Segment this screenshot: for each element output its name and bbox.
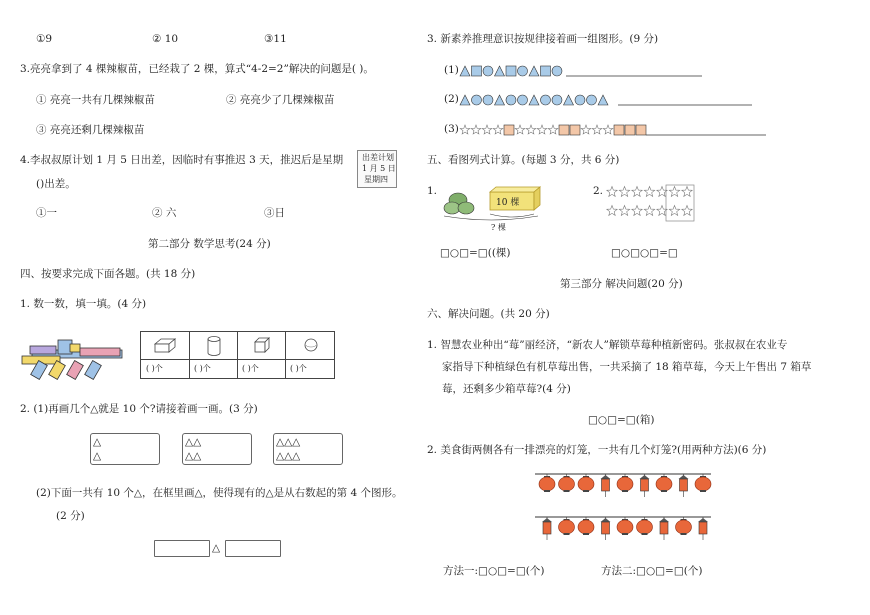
lantern-icon [539,477,555,491]
star-icon [548,125,558,134]
triangle-icon [598,95,608,105]
star-icon [460,125,470,134]
calc-1-label: 1. [427,185,438,197]
option-c: ③11 [264,33,287,45]
palace-lantern-roof [640,475,650,479]
problem-2-title: 2. 美食街两侧各有一排漂亮的灯笼，一共有几个灯笼?(用两种方法)(6 分) [427,444,767,456]
cabbage-icon [444,193,474,214]
lantern-icon [559,520,575,534]
palace-lantern-icon [680,479,688,491]
q3-option-2: ② 亮亮少了几棵辣椒苗 [226,94,335,106]
q3-option-3: ③ 亮亮还剩几棵辣椒苗 [36,124,145,136]
sphere-icon [303,337,319,353]
circle-icon [518,95,528,105]
lantern-base [661,490,667,492]
star-icon [682,206,692,216]
lantern-icon [559,477,575,491]
triangle-box-1-row-1: △ [93,436,102,448]
draw-box-left[interactable] [154,540,210,557]
pattern-label-1: (1) [444,64,459,76]
calc-1-formula: □○□=□((棵) [440,247,511,259]
star-icon [537,125,547,134]
rectangle-icon [504,125,514,135]
triangle-icon [529,95,539,105]
rectangle-icon [636,125,646,135]
star-icon [657,187,667,197]
lantern-base [700,490,706,492]
palace-lantern-icon [602,522,610,534]
circle-icon [575,95,585,105]
star-icon [526,125,536,134]
palace-lantern-roof [659,518,669,522]
option-a: ①9 [36,33,53,45]
lantern-base [583,533,589,535]
palace-lantern-roof [601,475,611,479]
circle-icon [472,95,482,105]
circle-icon [518,66,528,76]
triangle-icon [495,66,505,76]
star-icon [581,125,591,134]
question-4-line2: ()出差。 [36,178,76,190]
card-line-2: 1 月 5 日 [362,164,396,173]
part-3-title: 第三部分 解决问题(20 分) [560,278,683,290]
star-icon [619,206,629,216]
lantern-icon [578,477,594,491]
star-icon [644,206,654,216]
lantern-icon [617,477,633,491]
triangle-box-1-row-2: △ [93,450,102,462]
lantern-base [622,490,628,492]
square-icon [506,66,516,76]
lanterns-row-2 [535,515,715,543]
blocks-figure [20,334,130,378]
q4-option-2: ② 六 [152,207,177,219]
problem-1-formula: □○□=□(箱) [588,414,655,426]
q4-option-3: ③日 [264,207,285,219]
cube-icon [253,337,271,355]
star-icon [515,125,525,134]
count-table [140,331,335,379]
middle-triangle: △ [212,542,221,554]
lantern-base [564,533,570,535]
lantern-icon [676,520,692,534]
triangle-icon [460,66,470,76]
lantern-base [544,490,550,492]
palace-lantern-icon [602,479,610,491]
question-3: 3.亮亮拿到了 4 棵辣椒苗，已经栽了 2 棵，算式“4-2=2”解决的问题是( )。 [20,63,374,75]
stars-figure [606,184,698,224]
lantern-base [564,490,570,492]
rectangle-icon [614,125,624,135]
triangle-box-3[interactable] [273,433,343,465]
problem-1-line2: 家指导下种植绿色有机草莓出售，一共采摘了 18 箱草莓，今天上午售出 7 箱草 [442,361,812,373]
circle-icon [541,95,551,105]
option-b: ② 10 [152,33,179,45]
count-cell-3: ( )个 [242,364,259,373]
calc-2-formula: □○□○□=□ [611,247,678,259]
rectangle-icon [625,125,635,135]
part-2-title: 第二部分 数学思考(24 分) [148,238,271,250]
pattern-row-3 [460,123,780,137]
section-6-title: 六、解决问题。(共 20 分) [427,308,550,320]
triangle-box-2-row-2: △△ [185,450,202,462]
card-line-3: 星期四 [364,175,388,184]
star-icon [682,187,692,197]
star-icon [482,125,492,134]
pattern-question-title: 3. 新素养推理意识按规律接着画一组图形。(9 分) [427,33,659,45]
square-icon [541,66,551,76]
lantern-base [681,533,687,535]
circle-icon [552,66,562,76]
circle-icon [483,95,493,105]
draw-box-right[interactable] [225,540,281,557]
circle-icon [506,95,516,105]
star-icon [657,206,667,216]
section-4-title: 四、按要求完成下面各题。(共 18 分) [20,268,196,280]
question-2-2-line1: (2)下面一共有 10 个△，在框里画△，使得现有的△是从右数起的第 4 个图形。 [36,487,403,499]
palace-lantern-icon [543,522,551,534]
lantern-icon [637,520,653,534]
lantern-icon [617,520,633,534]
star-icon [632,187,642,197]
q3-option-1: ① 亮亮一共有几棵辣椒苗 [36,94,155,106]
star-icon [471,125,481,134]
question-2-1: 2. (1)再画几个△就是 10 个?请接着画一画。(3 分) [20,403,258,415]
lantern-base [583,490,589,492]
star-icon [632,206,642,216]
star-icon [669,206,679,216]
calc-2-label: 2. [593,185,604,197]
circle-icon [587,95,597,105]
rectangle-icon [570,125,580,135]
count-question-title: 1. 数一数，填一填。(4 分) [20,298,147,310]
cuboid-icon [153,338,177,354]
lanterns-row-1 [535,472,715,500]
triangle-box-3-row-1: △△△ [276,436,301,448]
star-icon [603,125,613,134]
palace-lantern-roof [698,518,708,522]
rectangle-icon [559,125,569,135]
q4-option-1: ①一 [36,207,57,219]
triangle-box-3-row-2: △△△ [276,450,301,462]
card-line-1: 出差计划 [362,153,394,162]
triangle-icon [529,66,539,76]
palace-lantern-icon [699,522,707,534]
lantern-base [642,533,648,535]
section-5-title: 五、看图列式计算。(每题 3 分，共 6 分) [427,154,620,166]
star-icon [607,187,617,197]
method-2: 方法二:□○□=□(个) [601,565,703,577]
star-icon [669,187,679,197]
palace-lantern-icon [641,479,649,491]
triangle-box-2-row-1: △△ [185,436,202,448]
star-icon [644,187,654,197]
pattern-row-1 [460,64,710,78]
star-icon [592,125,602,134]
square-icon [472,66,482,76]
lantern-icon [578,520,594,534]
question-2-2-line2: (2 分) [56,510,85,522]
lantern-icon [695,477,711,491]
triangle-box-2[interactable] [182,433,252,465]
star-icon [619,187,629,197]
circle-icon [552,95,562,105]
triangle-icon [460,95,470,105]
palace-lantern-roof [601,518,611,522]
question-4-line1: 4.李叔叔原计划 1 月 5 日出差，因临时有事推迟 3 天，推迟后是星期 [20,154,344,166]
circle-icon [483,66,493,76]
triangle-icon [495,95,505,105]
problem-1-line3: 莓，还剩多少箱草莓?(4 分) [442,383,571,395]
pattern-row-2 [460,93,760,107]
calc-1-box-label: 10 棵 [496,198,520,208]
pattern-label-2: (2) [444,93,459,105]
lantern-icon [656,477,672,491]
star-icon [493,125,503,134]
triangle-icon [564,95,574,105]
method-1: 方法一:□○□=□(个) [443,565,545,577]
palace-lantern-icon [660,522,668,534]
calc-1-question-label: ? 棵 [491,223,506,232]
pattern-label-3: (3) [444,123,459,135]
triangle-box-1[interactable] [90,433,160,465]
palace-lantern-roof [542,518,552,522]
count-cell-4: ( )个 [290,364,307,373]
count-cell-1: ( )个 [146,364,163,373]
cylinder-icon [206,335,222,357]
star-icon [607,206,617,216]
problem-1-line1: 1. 智慧农业种出“莓”丽经济，“新农人”解锁草莓种植新密码。张叔叔在农业专 [427,339,788,351]
lantern-base [622,533,628,535]
palace-lantern-roof [679,475,689,479]
travel-plan-card [357,150,397,188]
count-cell-2: ( )个 [194,364,211,373]
